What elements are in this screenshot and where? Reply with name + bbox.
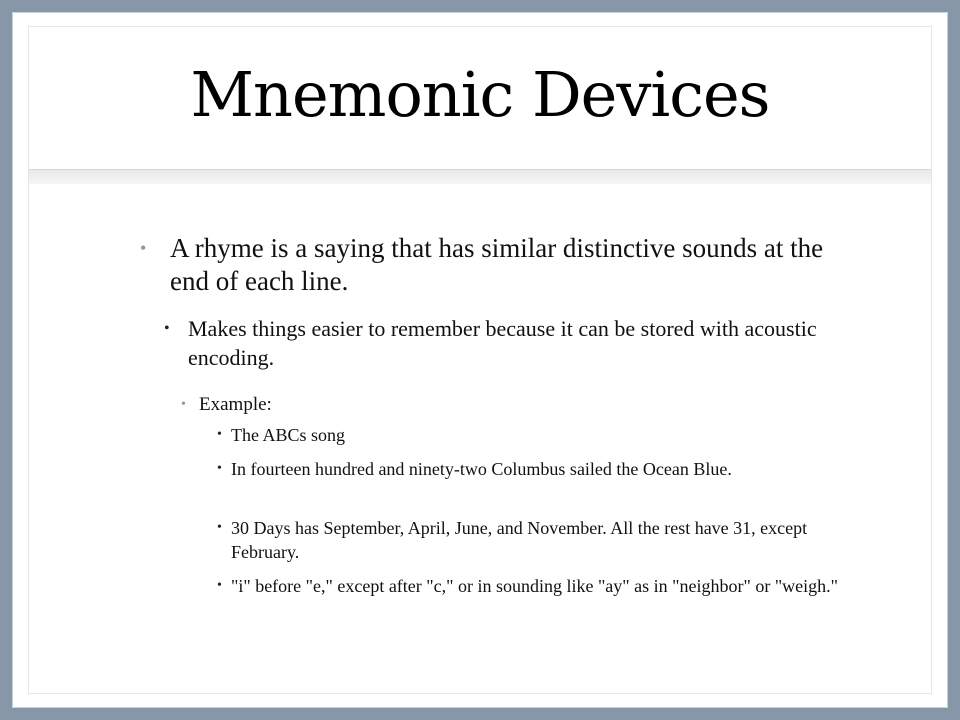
bullet-level2 bbox=[164, 314, 864, 372]
slide-title: Mnemonic Devices bbox=[190, 58, 770, 131]
slide bbox=[12, 12, 948, 708]
example-item bbox=[217, 423, 857, 447]
example-item bbox=[217, 516, 857, 564]
bullet-dot-icon: • bbox=[217, 520, 222, 535]
bullet-dot-icon: • bbox=[217, 427, 222, 442]
title-separator bbox=[29, 169, 931, 184]
bullet-dot-icon: • bbox=[217, 578, 222, 593]
bullet-dot-icon: • bbox=[140, 238, 147, 258]
example-item bbox=[217, 574, 857, 598]
example-item bbox=[217, 457, 857, 481]
bullet-dot-icon: • bbox=[164, 320, 170, 337]
bullet-dot-icon: • bbox=[181, 397, 186, 412]
example-text: 30 Days has September, April, June, and November. All the rest have 31, except February. bbox=[231, 518, 808, 562]
example-text: "i" before "e," except after "c," or in sounding like "ay" as in "neighbor" or "weigh." bbox=[231, 576, 838, 596]
bullet-level1-text: A rhyme is a saying that has similar distinctive sounds at the end of each line. bbox=[170, 233, 824, 296]
bullet-level2-text: Makes things easier to remember because it can be stored with acoustic encoding. bbox=[188, 316, 817, 370]
bullet-level3 bbox=[181, 392, 781, 418]
bullet-level3-text: Example: bbox=[199, 394, 272, 415]
example-text: The ABCs song bbox=[231, 425, 346, 445]
example-text: In fourteen hundred and ninety-two Columbus sailed the Ocean Blue. bbox=[231, 459, 732, 479]
bullet-level1 bbox=[140, 232, 840, 298]
bullet-dot-icon: • bbox=[217, 461, 222, 476]
